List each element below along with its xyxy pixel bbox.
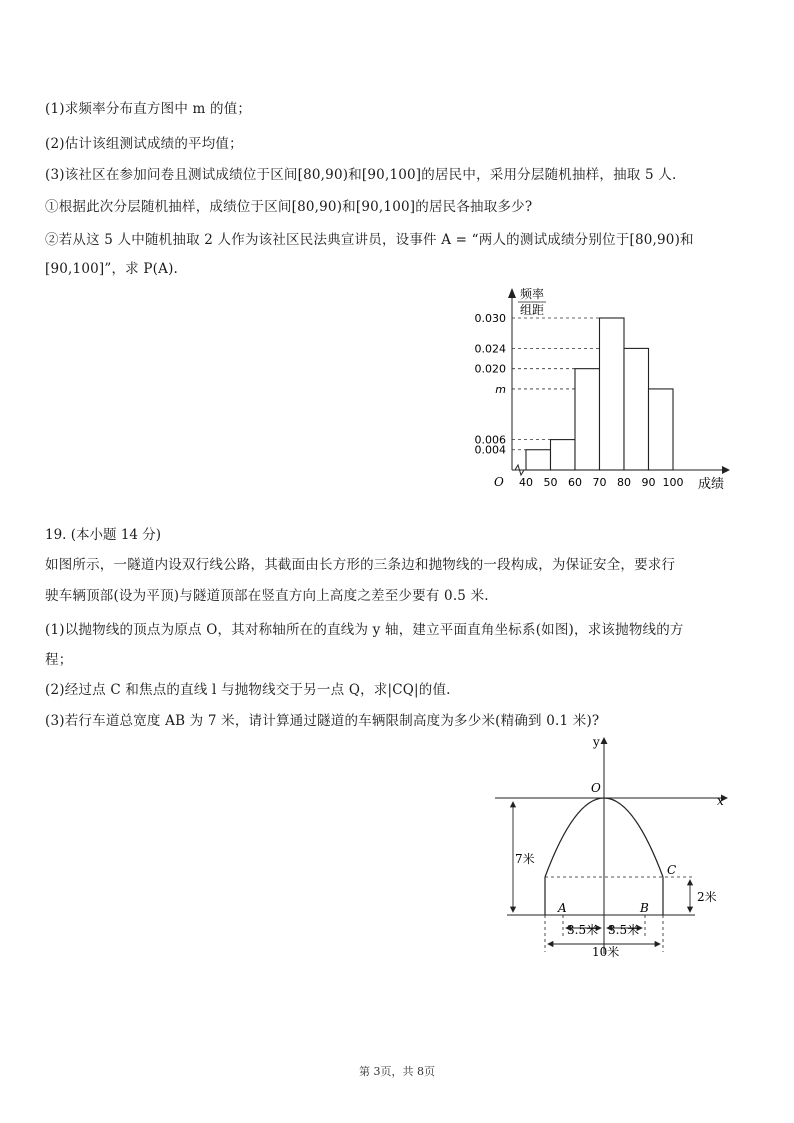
hist-origin-label: O [494, 475, 504, 489]
histogram-bar [551, 440, 576, 470]
x-tick-label: 60 [568, 476, 582, 489]
point-b-label: B [640, 901, 649, 915]
half-left-label: 3.5米 [567, 923, 599, 937]
width-total-label: 10米 [592, 945, 620, 959]
height-side-label: 2米 [697, 890, 717, 904]
y-axis-label: y [593, 735, 600, 749]
q18-part1: (1)求频率分布直方图中 m 的值； [45, 101, 252, 117]
height-total-label: 7米 [515, 852, 535, 866]
q19-heading: 19. (本小题 14 分) [45, 527, 162, 543]
y-tick-label: 0.020 [474, 362, 506, 376]
hist-y-arrow [508, 288, 516, 298]
q18-part3-sub2-cont: [90,100]”，求 P(A). [45, 261, 179, 277]
hist-y-label-top: 频率 [520, 287, 545, 301]
x-tick-label: 70 [592, 476, 607, 489]
histogram-bar [600, 318, 625, 470]
x-tick-label: 40 [519, 476, 533, 489]
tunnel-diagram [495, 732, 740, 960]
q18-part3: (3)该社区在参加问卷且测试成绩位于区间[80,90)和[90,100]的居民中，采用分层随机抽样，抽取 5 人. [45, 167, 677, 183]
hist-y-label-bottom: 组距 [520, 303, 545, 317]
histogram-bar [526, 450, 551, 470]
y-tick-label: m [495, 382, 506, 396]
q19-part2: (2)经过点 C 和焦点的直线 l 与抛物线交于另一点 Q，求|CQ|的值. [45, 682, 451, 698]
q18-part2: (2)估计该组测试成绩的平均值； [45, 136, 243, 152]
q19-stem-line2: 驶车辆顶部(设为平顶)与隧道顶部在竖直方向上高度之差至少要有 0.5 米. [45, 588, 489, 604]
page-footer: 第 3页，共 8页 [359, 1065, 435, 1078]
x-axis-label: x [717, 794, 724, 808]
q18-part3-sub1: ①根据此次分层随机抽样，成绩位于区间[80,90)和[90,100]的居民各抽取多少? [45, 199, 533, 215]
y-tick-label: 0.004 [474, 443, 506, 457]
q19-part1: (1)以抛物线的顶点为原点 O，其对称轴所在的直线为 y 轴，建立平面直角坐标系(如图)，求该抛物线的方 [45, 622, 684, 638]
y-tick-label: 0.006 [474, 433, 506, 447]
x-tick-label: 80 [617, 476, 631, 489]
x-tick-label: 100 [662, 476, 684, 489]
x-tick-label: 50 [543, 476, 558, 489]
x-tick-label: 90 [641, 476, 656, 489]
histogram-bar [649, 389, 674, 470]
frequency-histogram [440, 280, 740, 495]
point-c-label: C [667, 863, 677, 877]
y-tick-label: 0.024 [474, 342, 506, 356]
q18-part3-sub2: ②若从这 5 人中随机抽取 2 人作为该社区民法典宣讲员，设事件 A = “两人的测试成绩分别位于[80,90)和 [45, 232, 694, 248]
point-a-label: A [558, 901, 567, 915]
histogram-bar [624, 348, 649, 470]
q19-stem-line1: 如图所示，一隧道内设双行线公路，其截面由长方形的三条边和抛物线的一段构成，为保证安全，要求行 [45, 557, 676, 573]
q19-part3: (3)若行车道总宽度 AB 为 7 米，请计算通过隧道的车辆限制高度为多少米(精确到 0.1 米)? [45, 713, 600, 729]
hist-x-arrow [722, 466, 730, 474]
origin-label: O [591, 781, 601, 795]
histogram-bar [575, 369, 600, 470]
hist-x-label: 成绩 [698, 477, 725, 492]
q19-part1-cont: 程； [45, 652, 73, 668]
y-tick-label: 0.030 [474, 312, 506, 325]
half-right-label: 3.5米 [608, 923, 640, 937]
